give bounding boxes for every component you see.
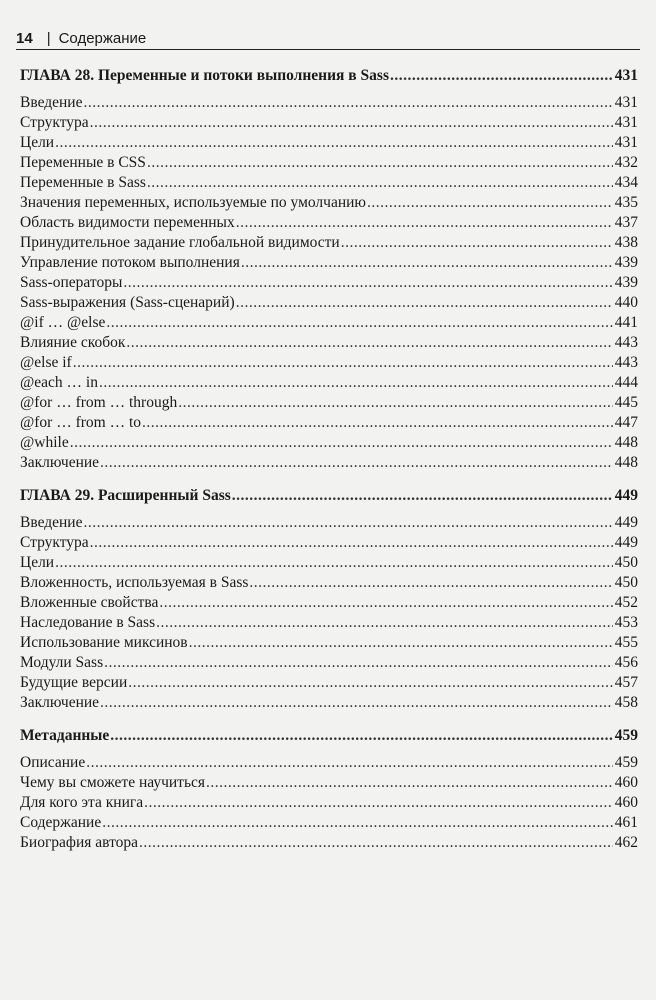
toc-entry[interactable]	[20, 693, 638, 713]
entry-page-number: 458	[614, 694, 638, 711]
toc-entry[interactable]	[20, 653, 638, 673]
dot-leader	[249, 573, 613, 593]
dot-leader	[159, 593, 613, 613]
toc-entry[interactable]	[20, 333, 638, 353]
toc-entry[interactable]	[20, 233, 638, 253]
entry-page-number: 455	[614, 634, 638, 651]
dot-leader	[104, 653, 613, 673]
toc-entry[interactable]	[20, 193, 638, 213]
toc-entry[interactable]	[20, 373, 638, 393]
toc-entry[interactable]	[20, 773, 638, 793]
dot-leader	[83, 513, 613, 533]
toc-entry[interactable]	[20, 833, 638, 853]
toc-entry[interactable]	[20, 253, 638, 273]
toc-entry[interactable]	[20, 793, 638, 813]
toc-entry[interactable]	[20, 753, 638, 773]
entry-page-number: 457	[614, 674, 638, 691]
dot-leader	[83, 93, 613, 113]
entry-title: @if … @else	[20, 314, 106, 331]
entry-page-number: 438	[614, 234, 638, 251]
entry-title: Заключение	[20, 694, 100, 711]
header-title: Содержание	[58, 30, 147, 47]
toc-entry[interactable]	[20, 613, 638, 633]
entry-title: Введение	[20, 514, 83, 531]
dot-leader	[144, 793, 613, 813]
entry-page-number: 448	[614, 454, 638, 471]
toc-entry[interactable]	[20, 533, 638, 553]
entry-title: Для кого эта книга	[20, 794, 144, 811]
entry-title: Биография автора	[20, 834, 139, 851]
chapter-heading[interactable]	[20, 726, 638, 746]
entry-page-number: 439	[614, 274, 638, 291]
dot-leader	[123, 273, 613, 293]
entry-page-number: 462	[614, 834, 638, 851]
dot-leader	[73, 353, 613, 373]
entry-page-number: 448	[614, 434, 638, 451]
entry-page-number: 434	[614, 174, 638, 191]
table-of-contents	[20, 66, 638, 866]
entry-title: Структура	[20, 114, 89, 131]
entry-title: ГЛАВА 29. Расширенный Sass	[20, 487, 231, 504]
dot-leader	[189, 633, 613, 653]
entry-page-number: 459	[614, 727, 638, 744]
page-number: 14	[16, 30, 33, 47]
entry-page-number: 432	[614, 154, 638, 171]
dot-leader	[236, 213, 613, 233]
entry-page-number: 443	[614, 354, 638, 371]
entry-title: @for … from … to	[20, 414, 142, 431]
toc-entry[interactable]	[20, 413, 638, 433]
dot-leader	[90, 113, 613, 133]
dot-leader	[341, 233, 613, 253]
entry-page-number: 431	[614, 114, 638, 131]
entry-page-number: 440	[614, 294, 638, 311]
entry-page-number: 449	[614, 487, 638, 504]
entry-title: Вложенные свойства	[20, 594, 159, 611]
entry-page-number: 439	[614, 254, 638, 271]
entry-page-number: 456	[614, 654, 638, 671]
entry-title: Значения переменных, используемые по умолчанию	[20, 194, 367, 211]
dot-leader	[55, 553, 613, 573]
entry-page-number: 452	[614, 594, 638, 611]
entry-title: Использование миксинов	[20, 634, 188, 651]
toc-entry[interactable]	[20, 813, 638, 833]
toc-entry[interactable]	[20, 93, 638, 113]
entry-page-number: 444	[614, 374, 638, 391]
entry-page-number: 445	[614, 394, 638, 411]
dot-leader	[106, 313, 613, 333]
dot-leader	[178, 393, 613, 413]
dot-leader	[102, 813, 613, 833]
chapter-heading[interactable]	[20, 486, 638, 506]
dot-leader	[142, 413, 613, 433]
entry-title: Цели	[20, 134, 55, 151]
entry-page-number: 460	[614, 794, 638, 811]
chapter-section	[20, 726, 638, 853]
chapter-heading[interactable]	[20, 66, 638, 86]
entry-title: Содержание	[20, 814, 102, 831]
entry-title: Влияние скобок	[20, 334, 126, 351]
toc-entry[interactable]	[20, 553, 638, 573]
entry-title: ГЛАВА 28. Переменные и потоки выполнения в Sass	[20, 67, 389, 84]
entry-title: Переменные в Sass	[20, 174, 146, 191]
entry-page-number: 450	[614, 554, 638, 571]
entry-page-number: 461	[614, 814, 638, 831]
entry-page-number: 460	[614, 774, 638, 791]
entry-page-number: 443	[614, 334, 638, 351]
entry-title: @while	[20, 434, 69, 451]
toc-entry[interactable]	[20, 133, 638, 153]
entry-page-number: 450	[614, 574, 638, 591]
entry-title: Структура	[20, 534, 89, 551]
dot-leader	[70, 433, 613, 453]
entry-page-number: 449	[614, 534, 638, 551]
entry-title: Модули Sass	[20, 654, 104, 671]
dot-leader	[390, 66, 613, 86]
entry-title: Будущие версии	[20, 674, 128, 691]
toc-entry[interactable]	[20, 633, 638, 653]
dot-leader	[86, 753, 613, 773]
entry-title: Область видимости переменных	[20, 214, 235, 231]
dot-leader	[128, 673, 613, 693]
dot-leader	[156, 613, 613, 633]
dot-leader	[55, 133, 613, 153]
entry-title: Sass-операторы	[20, 274, 123, 291]
dot-leader	[147, 153, 613, 173]
toc-entry[interactable]	[20, 673, 638, 693]
toc-entry[interactable]	[20, 513, 638, 533]
dot-leader	[99, 373, 613, 393]
entry-page-number: 447	[614, 414, 638, 431]
entry-title: Переменные в CSS	[20, 154, 146, 171]
toc-entry[interactable]	[20, 113, 638, 133]
toc-entry[interactable]	[20, 393, 638, 413]
entry-title: Введение	[20, 94, 83, 111]
toc-entry[interactable]	[20, 593, 638, 613]
chapter-section	[20, 66, 638, 473]
entry-title: @else if	[20, 354, 72, 371]
dot-leader	[241, 253, 613, 273]
entry-page-number: 459	[614, 754, 638, 771]
dot-leader	[90, 533, 613, 553]
dot-leader	[236, 293, 613, 313]
toc-entry[interactable]	[20, 433, 638, 453]
running-header	[16, 29, 640, 50]
entry-title: Цели	[20, 554, 55, 571]
dot-leader	[110, 726, 613, 746]
dot-leader	[232, 486, 613, 506]
entry-page-number: 431	[614, 94, 638, 111]
entry-page-number: 441	[614, 314, 638, 331]
chapter-section	[20, 486, 638, 713]
entry-title: Вложенность, используемая в Sass	[20, 574, 249, 591]
toc-entry[interactable]	[20, 273, 638, 293]
dot-leader	[100, 453, 613, 473]
entry-page-number: 449	[614, 514, 638, 531]
entry-title: Sass-выражения (Sass-сценарий)	[20, 294, 235, 311]
entry-page-number: 435	[614, 194, 638, 211]
entry-page-number: 431	[614, 134, 638, 151]
entry-title: Управление потоком выполнения	[20, 254, 240, 271]
entry-title: Заключение	[20, 454, 100, 471]
entry-title: Принудительное задание глобальной видимости	[20, 234, 340, 251]
header-separator: |	[46, 30, 51, 47]
entry-title: Чему вы сможете научиться	[20, 774, 206, 791]
entry-page-number: 437	[614, 214, 638, 231]
entry-page-number: 431	[614, 67, 638, 84]
dot-leader	[206, 773, 613, 793]
toc-entry[interactable]	[20, 573, 638, 593]
toc-entry[interactable]	[20, 173, 638, 193]
entry-title: Метаданные	[20, 727, 110, 744]
entry-title: @each … in	[20, 374, 98, 391]
entry-title: @for … from … through	[20, 394, 178, 411]
entry-title: Наследование в Sass	[20, 614, 156, 631]
toc-entry[interactable]	[20, 453, 638, 473]
dot-leader	[147, 173, 613, 193]
toc-entry[interactable]	[20, 313, 638, 333]
toc-entry[interactable]	[20, 213, 638, 233]
dot-leader	[126, 333, 613, 353]
dot-leader	[139, 833, 613, 853]
toc-entry[interactable]	[20, 293, 638, 313]
entry-title: Описание	[20, 754, 86, 771]
toc-entry[interactable]	[20, 353, 638, 373]
entry-page-number: 453	[614, 614, 638, 631]
toc-entry[interactable]	[20, 153, 638, 173]
dot-leader	[367, 193, 613, 213]
dot-leader	[100, 693, 613, 713]
